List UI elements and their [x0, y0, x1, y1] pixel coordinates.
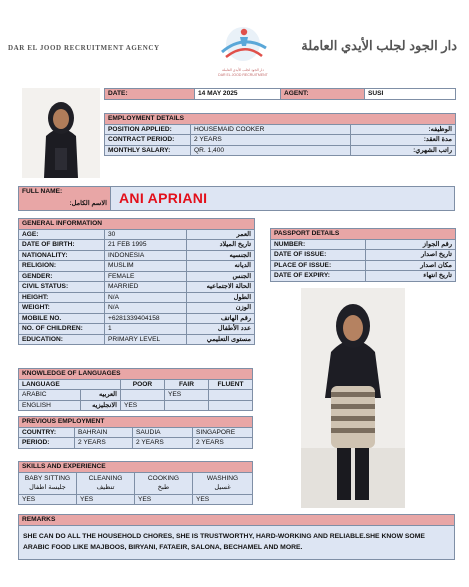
- passport-issue-date-label-ar: تاريخ اصدار: [366, 250, 456, 261]
- english-poor: YES: [121, 400, 165, 411]
- english-language: ENGLISH: [19, 400, 81, 411]
- country-2: SAUDIA: [133, 427, 193, 438]
- skills-table: [18, 461, 253, 505]
- skill-baby-sitting: [19, 472, 77, 494]
- employment-details-table: [104, 113, 456, 156]
- period-3: 2 YEARS: [193, 438, 253, 449]
- monthly-salary-value: QR. 1,400: [191, 145, 351, 156]
- religion-label: RELIGION:: [19, 261, 105, 272]
- agent-value: SUSI: [365, 89, 456, 100]
- skill-baby-sitting-value: YES: [19, 494, 77, 505]
- full-name-label-cell: [19, 187, 111, 210]
- gender-label: GENDER:: [19, 271, 105, 282]
- general-information-title: GENERAL INFORMATION: [19, 219, 255, 230]
- monthly-salary-label-ar: راتب الشهري:: [351, 145, 456, 156]
- arabic-language: ARABIC: [19, 390, 81, 401]
- agent-label: AGENT:: [281, 89, 365, 100]
- nationality-value: INDONESIA: [105, 250, 187, 261]
- contract-period-label-ar: مدة العقد:: [351, 135, 456, 146]
- position-value: HOUSEMAID COOKER: [191, 124, 351, 135]
- skill-cooking-en: COOKING: [147, 475, 180, 482]
- children-label-ar: عدد الأطفال: [187, 324, 255, 335]
- dob-label: DATE OF BIRTH:: [19, 240, 105, 251]
- skill-cooking-ar: طبخ: [157, 484, 170, 491]
- position-label-ar: الوظيفه:: [351, 124, 456, 135]
- employment-details-title: EMPLOYMENT DETAILS: [105, 114, 456, 125]
- skills-title: SKILLS AND EXPERIENCE: [19, 462, 253, 473]
- passport-number-label: NUMBER:: [271, 239, 366, 250]
- languages-title: KNOWLEDGE OF LANGUAGES: [19, 369, 253, 380]
- skill-baby-sitting-en: BABY SITTING: [24, 475, 71, 482]
- full-name-label: FULL NAME:: [22, 188, 63, 195]
- height-value: N/A: [105, 292, 187, 303]
- english-fluent: [209, 400, 253, 411]
- arabic-fair: YES: [165, 390, 209, 401]
- skill-cleaning-ar: تنظيف: [96, 484, 115, 491]
- skill-baby-sitting-ar: جليسة اطفال: [29, 484, 66, 491]
- weight-label-ar: الوزن: [187, 303, 255, 314]
- date-value: 14 MAY 2025: [195, 89, 281, 100]
- dob-label-ar: تاريخ الميلاد: [187, 240, 255, 251]
- logo-caption-arabic: دار الجود لجلب الأيدي العاملة: [222, 68, 264, 72]
- period-2: 2 YEARS: [133, 438, 193, 449]
- candidate-portrait-photo: [22, 88, 100, 178]
- civil-status-value: MARRIED: [105, 282, 187, 293]
- children-value: 1: [105, 324, 187, 335]
- remarks-table: [18, 514, 455, 560]
- passport-issue-place-label: PLACE OF ISSUE:: [271, 260, 366, 271]
- agency-name-arabic: دار الجود لجلب الأيدي العاملة: [301, 38, 457, 53]
- remarks-text: SHE CAN DO ALL THE HOUSEHOLD CHORES, SHE IS TRUSTWORTHY, HARD-WORKING AND RELIABLE.SHE KNOW SOME ARABIC FOOD LIKE MAJBOOS, BIRYANI, FATAEIR, SALONA, BECHAMEL AND MORE.: [19, 525, 455, 559]
- skill-washing: [193, 472, 253, 494]
- gender-label-ar: الجنس: [187, 271, 255, 282]
- passport-details-title: PASSPORT DETAILS: [271, 229, 456, 240]
- education-label-ar: مستوى التعليمي: [187, 334, 255, 345]
- poor-header: POOR: [121, 379, 165, 390]
- agency-name-english: DAR EL JOOD RECRUITMENT AGENCY: [8, 44, 160, 52]
- full-name-value: ANI APRIANI: [119, 190, 208, 206]
- age-value: 30: [105, 229, 187, 240]
- languages-table: [18, 368, 253, 411]
- passport-details-table: [270, 228, 456, 282]
- weight-value: N/A: [105, 303, 187, 314]
- passport-issue-date-label: DATE OF ISSUE:: [271, 250, 366, 261]
- skill-washing-en: WASHING: [206, 475, 239, 482]
- arabic-fluent: [209, 390, 253, 401]
- candidate-full-body-photo: [301, 288, 405, 508]
- arabic-language-ar: العربيه: [81, 390, 121, 401]
- skill-cooking: [135, 472, 193, 494]
- skill-washing-ar: غسيل: [214, 484, 231, 491]
- nationality-label-ar: الجنسيه: [187, 250, 255, 261]
- position-label: POSITION APPLIED:: [105, 124, 191, 135]
- passport-expiry-label: DATE OF EXPIRY:: [271, 271, 366, 282]
- skill-cooking-value: YES: [135, 494, 193, 505]
- passport-issue-place-label-ar: مكان اصدار: [366, 260, 456, 271]
- education-value: PRIMARY LEVEL: [105, 334, 187, 345]
- period-label: PERIOD:: [19, 438, 75, 449]
- remarks-title: REMARKS: [19, 515, 455, 526]
- contract-period-label: CONTRACT PERIOD:: [105, 135, 191, 146]
- logo-caption: [200, 68, 286, 77]
- education-label: EDUCATION:: [19, 334, 105, 345]
- arabic-poor: [121, 390, 165, 401]
- period-1: 2 YEARS: [75, 438, 133, 449]
- religion-label-ar: الديانه: [187, 261, 255, 272]
- country-label: COUNTRY:: [19, 427, 75, 438]
- height-label: HEIGHT:: [19, 292, 105, 303]
- full-name-label-ar: الاسم الكامل:: [69, 200, 107, 207]
- skill-washing-value: YES: [193, 494, 253, 505]
- contract-period-value: 2 YEARS: [191, 135, 351, 146]
- general-information-table: [18, 218, 255, 345]
- gender-value: FEMALE: [105, 271, 187, 282]
- weight-label: WEIGHT:: [19, 303, 105, 314]
- mobile-label-ar: رقم الهاتف: [187, 313, 255, 324]
- age-label: AGE:: [19, 229, 105, 240]
- passport-expiry-label-ar: تاريخ انتهاء: [366, 271, 456, 282]
- language-header: LANGUAGE: [19, 379, 121, 390]
- mobile-value: +6281339404158: [105, 313, 187, 324]
- children-label: NO. OF CHILDREN:: [19, 324, 105, 335]
- logo-caption-english: DAR EL JOOD RECRUITMENT: [218, 72, 268, 77]
- dob-value: 21 FEB 1995: [105, 240, 187, 251]
- fair-header: FAIR: [165, 379, 209, 390]
- skill-cleaning-value: YES: [77, 494, 135, 505]
- previous-employment-title: PREVIOUS EMPLOYMENT: [19, 417, 253, 428]
- agency-logo: [210, 22, 276, 70]
- skill-cleaning: [77, 472, 135, 494]
- nationality-label: NATIONALITY:: [19, 250, 105, 261]
- country-1: BAHRAIN: [75, 427, 133, 438]
- skill-cleaning-en: CLEANING: [88, 475, 123, 482]
- english-language-ar: الانجليزيه: [81, 400, 121, 411]
- date-label: DATE:: [105, 89, 195, 100]
- monthly-salary-label: MONTHLY SALARY:: [105, 145, 191, 156]
- previous-employment-table: [18, 416, 253, 449]
- civil-status-label: CIVIL STATUS:: [19, 282, 105, 293]
- fluent-header: FLUENT: [209, 379, 253, 390]
- civil-status-label-ar: الحالة الاجتماعيه: [187, 282, 255, 293]
- english-fair: [165, 400, 209, 411]
- full-name-box: [18, 186, 455, 211]
- passport-number-label-ar: رقم الجواز: [366, 239, 456, 250]
- age-label-ar: العمر: [187, 229, 255, 240]
- mobile-label: MOBILE NO.: [19, 313, 105, 324]
- country-3: SINGAPORE: [193, 427, 253, 438]
- religion-value: MUSLIM: [105, 261, 187, 272]
- height-label-ar: الطول: [187, 292, 255, 303]
- date-agent-table: [104, 88, 456, 100]
